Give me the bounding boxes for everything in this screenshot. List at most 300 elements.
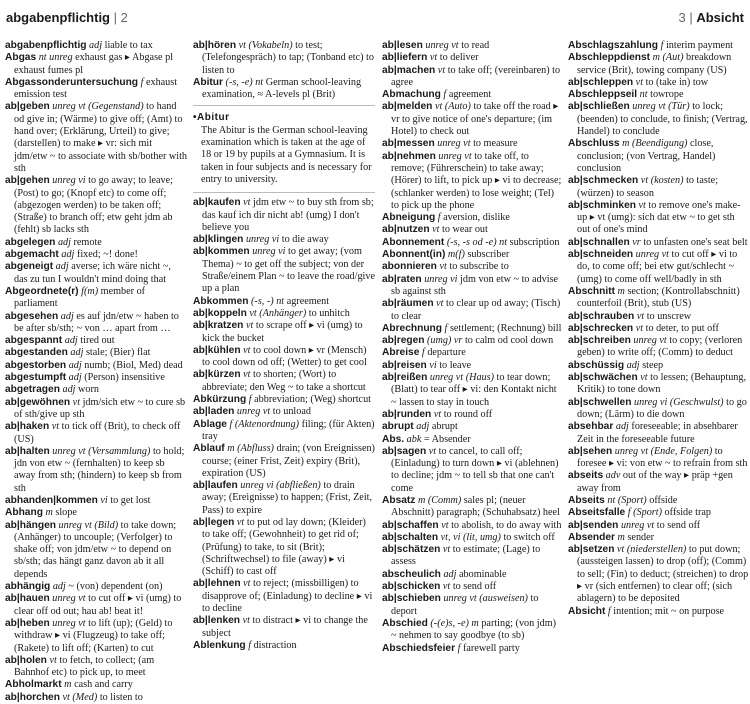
dictionary-entry (382, 101, 564, 138)
dictionary-entry (5, 384, 187, 396)
entry-definition: to cancel, to call off; (Einladung) to turn down ▸ vi (ablehnen) to decline; jdm ~ to tell sb that one can't come (391, 445, 559, 494)
entry-headword: ab|schneiden (568, 249, 634, 261)
entry-grammar: m (Beendigung) (622, 138, 688, 150)
entry-grammar: adj (416, 421, 430, 433)
dictionary-entry (382, 569, 564, 581)
entry-grammar: adj (55, 261, 69, 273)
dictionary-entry (568, 335, 750, 360)
entry-grammar: adj (52, 581, 66, 593)
entry-grammar: vt (433, 408, 442, 420)
entry-definition: subscription (509, 236, 560, 248)
entry-headword: ab|schätzen (382, 544, 441, 556)
entry-definition: jdm von etw ~ to advise sb against sth (391, 273, 559, 297)
entry-grammar: unreg vi (abfließen) (240, 480, 321, 492)
entry-headword: ab|kürzen (193, 369, 241, 381)
dictionary-entry (382, 520, 564, 532)
dictionary-entry (568, 372, 750, 397)
dictionary-entry (382, 581, 564, 593)
entry-grammar: adj (62, 384, 76, 396)
entry-headword: ab|kommen (193, 246, 250, 258)
entry-grammar: vt, vi (lit, umg) (440, 531, 501, 543)
entry-definition: drain; (von Ereignissen) course; (einer Frist, Zeit) expiry (Brit), expiration (US) (202, 443, 375, 479)
entry-headword: ab|runden (382, 408, 432, 420)
entry-headword: ab|kratzen (193, 320, 244, 332)
entry-definition: to listen to (99, 691, 143, 703)
entry-grammar: unreg vt (Bild) (58, 519, 119, 531)
entry-grammar: m (617, 285, 625, 297)
entry-definition: close, conclusion; (von Vertrag, Handel) conclusion (577, 138, 716, 174)
entry-definition: remote (73, 236, 102, 248)
entry-grammar: (-(e)s, -e) m (430, 617, 479, 629)
dictionary-entry (5, 593, 187, 618)
entry-grammar: f (Aktenordnung) (229, 418, 300, 430)
dictionary-entry (382, 643, 564, 655)
dictionary-entry (193, 345, 375, 370)
entry-definition: to clear up od away; (Tisch) to clear (391, 298, 561, 322)
entry-grammar: f (607, 605, 611, 617)
dictionary-entry (568, 446, 750, 471)
dictionary-entry (5, 618, 187, 655)
entry-headword: Abschluss (568, 138, 620, 150)
dictionary-entry (568, 323, 750, 335)
dictionary-entry (5, 335, 187, 347)
entry-headword: ab|holen (5, 654, 47, 666)
entry-headword: ab|legen (193, 516, 235, 528)
entry-grammar: vt (243, 344, 251, 356)
dictionary-entry (568, 507, 750, 519)
column-1 (5, 40, 188, 703)
dictionary-entry (568, 360, 750, 372)
dictionary-entry (193, 77, 375, 102)
entry-definition: breakdown service (Brit), towing company (US) (577, 52, 732, 76)
entry-headword: ab|lesen (382, 40, 423, 51)
entry-headword: ab|regen (382, 335, 425, 347)
entry-definition: fixed; ~! done! (76, 249, 138, 261)
dictionary-entry (5, 372, 187, 384)
entry-grammar: nt (Sport) (607, 494, 647, 506)
entry-grammar: (umg) vr (427, 335, 463, 347)
entry-definition: to leave (439, 359, 472, 371)
page-header (0, 10, 750, 28)
entry-grammar: vi (429, 359, 437, 371)
entry-headword: ab|nehmen (382, 150, 436, 162)
entry-grammar: m (Aut) (652, 52, 684, 64)
entry-grammar: vt (Med) (62, 691, 98, 703)
entry-definition: sender (627, 531, 655, 543)
dictionary-entry (568, 175, 750, 200)
dictionary-entry (193, 296, 375, 308)
entry-headword: ab|melden (382, 101, 433, 113)
entry-definition: to put od lay down; (Kleider) to take off; (Gewohnheit) to get rid of; (Prüfung) to take, to sit (Brit); (Schriftwechsel) to file (away) ▸ vi (Schiff) to cast off (202, 516, 366, 578)
entry-definition: to tick off (Brit), to check off (US) (14, 421, 181, 445)
entry-definition: to read (461, 40, 490, 51)
dictionary-entry (382, 274, 564, 299)
entry-headword: ab|heben (5, 617, 50, 629)
entry-grammar: vt (Vokabeln) (238, 40, 293, 51)
entry-definition: to die away (281, 234, 329, 246)
entry-grammar: vt (49, 654, 57, 666)
entry-definition: jdm/sich etw ~ to cure sb of sth/give up sth (14, 396, 186, 420)
left-headword: abgabenpflichtig (6, 10, 110, 25)
entry-headword: ab|hauen (5, 593, 50, 605)
entry-definition: to unload (272, 406, 311, 418)
entry-headword: ab|reißen (382, 372, 428, 384)
right-running-head: 3 | Absicht (678, 10, 744, 25)
entry-headword: Abs. (382, 433, 405, 445)
entry-definition: tired out (80, 335, 115, 347)
entry-headword: ab|räumen (382, 298, 434, 310)
entry-headword: ab|sagen (382, 445, 427, 457)
dictionary-entry (382, 151, 564, 212)
entry-headword: Ablage (193, 418, 227, 430)
column-2-bottom (193, 197, 375, 652)
entry-headword: abgesehen (5, 310, 59, 322)
dictionary-entry (382, 249, 564, 261)
entry-grammar: vt (437, 64, 446, 76)
info-box-text: The Abitur is the German school-leaving examination which is taken at the age of 18 or 19 by pupils at a Gymnasium. It is taken in four subjects and is necessary for entry to university. (201, 124, 372, 185)
dictionary-entry (382, 212, 564, 224)
entry-grammar: f (Sport) (627, 507, 662, 519)
entry-definition: parting; (von jdm) ~ nehmen to say goodbye (to sb) (391, 617, 557, 642)
entry-grammar: unreg vt (52, 617, 86, 629)
entry-definition: to taste; (würzen) to season (577, 175, 719, 199)
entry-headword: abgestumpft (5, 372, 67, 384)
entry-grammar: unreg vt (633, 335, 667, 347)
dictionary-entry (382, 224, 564, 236)
entry-grammar: m (Abfluss) (227, 443, 274, 455)
entry-headword: ab|laufen (193, 480, 238, 492)
entry-grammar: vt (636, 310, 645, 322)
entry-grammar: vt (243, 197, 251, 209)
dictionary-entry (382, 323, 564, 335)
entry-definition: = Absender (423, 433, 471, 445)
dictionary-entry (382, 335, 564, 347)
entry-grammar: vt (242, 615, 250, 627)
entry-headword: ab|horchen (5, 691, 60, 703)
entry-definition: to remove one's make-up ▸ vt (umg): sich dat etw ~ to get sth out of one's mind (577, 199, 741, 236)
dictionary-entry (382, 409, 564, 421)
entry-headword: ab|schieben (382, 593, 441, 605)
entry-grammar: unreg vi (424, 273, 458, 285)
dictionary-entry (568, 544, 750, 605)
dictionary-entry (568, 52, 750, 77)
dictionary-entry (382, 52, 564, 64)
entry-grammar: unreg vt (Haus) (429, 372, 494, 384)
entry-headword: ab|schließen (568, 101, 630, 113)
entry-headword: Abschied (382, 617, 428, 629)
dictionary-entry (382, 593, 564, 618)
entry-grammar: unreg vt (Gegenstand) (52, 101, 144, 113)
dictionary-entry (5, 77, 187, 102)
dictionary-entry (568, 495, 750, 507)
entry-headword: Abschleppdienst (568, 52, 651, 64)
dictionary-entry (382, 421, 564, 433)
entry-definition: settlement; (Rechnung) bill (449, 322, 562, 334)
entry-headword: abscheulich (382, 568, 441, 580)
entry-definition: to hand od give in; (Wärme) to give off; (Amt) to hand over; (Erklärung, Urteil) to give; (darstellen) to make ▸ vr: sich mit jdm/etw ~ to associate with sb/bother with sth (14, 101, 188, 174)
entry-headword: abgestanden (5, 347, 68, 359)
entry-headword: ab|kaufen (193, 197, 241, 209)
entry-grammar: adj (70, 347, 84, 359)
entry-grammar: m (617, 531, 625, 543)
entry-headword: abschüssig (568, 359, 625, 371)
entry-definition: to unhitch (308, 307, 350, 319)
dictionary-entry (193, 640, 375, 652)
dictionary-entry (5, 52, 187, 77)
entry-headword: ab|messen (382, 138, 435, 150)
entry-definition: to tear down; (Blatt) to tear off ▸ vi: den Kontakt nicht ~ lassen to stay in touch (391, 372, 557, 408)
entry-headword: ab|gewöhnen (5, 396, 71, 408)
dictionary-entry (382, 532, 564, 544)
entry-headword: Abschiedsfeier (382, 642, 456, 654)
dictionary-entry (382, 40, 564, 52)
entry-definition: intention; mit ~ on purpose (613, 605, 725, 617)
dictionary-entry (5, 286, 187, 311)
dictionary-entry (568, 200, 750, 237)
entry-definition: to go away; to leave; (Post) to go; (Knopf etc) to come off; (abgezogen werden) to be taken off; (Straße) to branch off; etw geht jdm ab (fehlt) sb lacks sth (14, 175, 174, 236)
dictionary-entry (193, 517, 375, 578)
entry-definition: aversion, dislike (443, 212, 510, 224)
entry-definition: section; (Kontrollabschnitt) counterfoil (Brit), stub (US) (577, 285, 740, 310)
entry-headword: ab|schwellen (568, 396, 632, 408)
entry-definition: to unscrew (646, 310, 692, 322)
entry-headword: Abschnitt (568, 285, 615, 297)
dictionary-entry (568, 397, 750, 422)
entry-definition: farewell party (462, 642, 520, 654)
entry-grammar: unreg vt (236, 406, 271, 418)
entry-definition: exhaust emission test (14, 76, 178, 101)
entry-headword: Abseitsfalle (568, 507, 626, 519)
dictionary-entry (382, 544, 564, 569)
entry-headword: ab|schleppen (568, 76, 634, 88)
entry-definition: to switch off (503, 531, 555, 543)
dictionary-entry (568, 606, 750, 618)
entry-definition: to lessen; (Behauptung, Kritik) to tone down (577, 372, 747, 396)
entry-headword: ab|hängen (5, 519, 56, 531)
dictionary-entry (568, 77, 750, 89)
entry-grammar: vi (100, 494, 108, 506)
dictionary-entry (5, 40, 187, 52)
dictionary-entry (193, 320, 375, 345)
entry-headword: ab|schmecken (568, 175, 639, 187)
info-box-title: • Abitur (193, 112, 375, 124)
entry-grammar: unreg vt (Versammlung) (52, 445, 151, 457)
dictionary-entry (5, 397, 187, 422)
entry-definition: cash and carry (74, 679, 133, 691)
right-headword: Absicht (696, 10, 744, 25)
entry-definition: to (take in) tow (645, 76, 709, 88)
dictionary-entry (193, 369, 375, 394)
entry-headword: Abitur (193, 76, 223, 88)
dictionary-entry (568, 520, 750, 532)
entry-grammar: adj (443, 568, 457, 580)
entry-headword: ab|schicken (382, 581, 441, 593)
entry-definition: to cut off ▸ vi to do, to come off; bei etw gut/schlecht ~ (umg) to come off well/badly in sth (577, 249, 738, 285)
dictionary-entry (5, 237, 187, 249)
entry-headword: ab|sehen (568, 445, 613, 457)
entry-definition: to calm od cool down (464, 335, 554, 347)
dictionary-entry (193, 394, 375, 406)
entry-grammar: vt (236, 516, 245, 528)
entry-definition: slope (55, 507, 77, 519)
entry-headword: ab|schminken (568, 199, 636, 211)
entry-grammar: unreg vi (252, 246, 286, 258)
entry-headword: ab|klingen (193, 234, 244, 246)
entry-headword: ab|hören (193, 40, 237, 51)
entry-headword: absehbar (568, 421, 614, 433)
entry-definition: to shorten; (Wort) to abbreviate; den Weg ~ to take a shortcut (202, 369, 366, 393)
entry-headword: Abschlagszahlung (568, 40, 659, 51)
dictionary-entry (382, 372, 564, 409)
entry-grammar: (-s, -e) nt (225, 76, 264, 88)
entry-grammar: vt (Anhänger) (249, 307, 307, 319)
entry-headword: ab|geben (5, 101, 50, 113)
entry-grammar: vt (436, 298, 444, 310)
column-2-top (193, 40, 375, 101)
entry-headword: ab|lehnen (193, 578, 241, 590)
entry-grammar: adj (615, 421, 629, 433)
dictionary-entry (193, 578, 375, 615)
entry-definition: towrope (650, 89, 684, 101)
entry-definition: to deport (391, 593, 539, 617)
entry-grammar: vt (428, 445, 437, 457)
entry-headword: abonnieren (382, 261, 437, 273)
entry-grammar: unreg vi (245, 234, 280, 246)
entry-grammar: f(m) (81, 285, 99, 297)
dictionary-entry (5, 261, 187, 286)
dictionary-entry (568, 286, 750, 311)
entry-definition: to lock; (beenden) to conclude, to finish; (Vertrag, Handel) to conclude (577, 101, 748, 138)
entry-definition: abrupt (431, 421, 458, 433)
entry-definition: to abolish, to do away with (451, 519, 562, 531)
entry-headword: Abrechnung (382, 322, 442, 334)
entry-definition: to hold; jdn von etw ~ (fernhalten) to keep sb away from sth; (hindern) to keep sb from sth (14, 445, 185, 494)
dictionary-entry (382, 237, 564, 249)
dictionary-entry (193, 406, 375, 418)
dictionary-entry (382, 298, 564, 323)
entry-grammar: vt (439, 261, 447, 273)
entry-headword: ab|schrecken (568, 322, 634, 334)
entry-definition: (Person) insensitive (84, 372, 165, 384)
dictionary-entry (5, 495, 187, 507)
entry-definition: exhaust gas ▸ Abgase pl exhaust fumes pl (14, 52, 174, 76)
entry-headword: ab|schrauben (568, 310, 635, 322)
entry-headword: ab|lenken (193, 615, 241, 627)
entry-headword: ab|reisen (382, 359, 427, 371)
entry-grammar: vr (632, 236, 641, 248)
entry-headword: abgeneigt (5, 261, 54, 273)
entry-grammar: vt (243, 578, 251, 590)
entry-definition: to wear out (442, 224, 488, 236)
dictionary-entry (382, 360, 564, 372)
column-4 (568, 40, 750, 617)
entry-definition: averse; ich wäre nicht ~, das zu tun I wouldn't mind doing that (14, 261, 171, 285)
entry-headword: Abseits (568, 494, 605, 506)
dictionary-entry (568, 311, 750, 323)
entry-definition: offside (649, 494, 678, 506)
dictionary-entry (568, 421, 750, 446)
dictionary-entry (5, 520, 187, 581)
entry-headword: Abgeordnete(r) (5, 285, 79, 297)
entry-grammar: f (443, 89, 447, 101)
dictionary-entry (382, 495, 564, 520)
entry-definition: to take off the road ▸ vr to give notice of one's departure; (im Hotel) to check out (391, 101, 559, 138)
entry-definition: to unfasten one's seat belt (643, 236, 748, 248)
entry-definition: subscriber (467, 249, 510, 261)
entry-definition: to go down; (Lärm) to die down (577, 396, 747, 420)
entry-headword: Ablenkung (193, 639, 246, 651)
dictionary-entry (568, 138, 750, 175)
entry-grammar: adj (57, 236, 71, 248)
entry-headword: Abonnement (382, 236, 445, 248)
entry-grammar: (-s, -) nt (251, 295, 285, 307)
entry-grammar: nt unreg (38, 52, 73, 64)
entry-headword: ab|schreiben (568, 335, 631, 347)
entry-definition: to get away; (vom Thema) ~ to get off the subject; von der Straße/einem Plan ~ to leave the road/give up a plan (202, 246, 375, 295)
entry-grammar: vt (243, 369, 251, 381)
entry-headword: ab|halten (5, 445, 50, 457)
entry-grammar: vt (51, 421, 60, 433)
entry-grammar: unreg vt (ausweisen) (443, 593, 528, 605)
entry-grammar: nt (639, 89, 648, 101)
entry-grammar: adj (626, 359, 640, 371)
entry-grammar: vt (Auto) (434, 101, 471, 113)
entry-definition: to subscribe to (449, 261, 509, 273)
entry-grammar: unreg vi (Geschwulst) (633, 396, 724, 408)
entry-grammar: f (140, 76, 144, 88)
entry-headword: Absatz (382, 494, 416, 506)
entry-definition: abominable (459, 568, 507, 580)
entry-headword: Abhang (5, 507, 43, 519)
dictionary-entry (5, 692, 187, 704)
entry-definition: jdm etw ~ to buy sth from sb; das kauf ich dir nicht ab! (umg) I don't believe you (202, 197, 374, 233)
entry-grammar: adj (60, 310, 74, 322)
dictionary-entry (568, 237, 750, 249)
entry-definition: numb; (Biol, Med) dead (84, 359, 183, 371)
entry-grammar: vt (635, 76, 644, 88)
entry-headword: abgestorben (5, 359, 67, 371)
entry-grammar: m (64, 679, 72, 691)
entry-definition: to deliver (439, 52, 479, 64)
entry-definition: to fetch, to collect; (am Bahnhof etc) to pick up, to meet (14, 654, 155, 679)
entry-definition: interim payment (665, 40, 734, 51)
dictionary-entry (193, 197, 375, 234)
entry-headword: ab|schwächen (568, 372, 638, 384)
dictionary-entry (193, 480, 375, 517)
entry-headword: abgelegen (5, 236, 56, 248)
entry-headword: ab|kühlen (193, 344, 241, 356)
entry-definition: agreement (448, 89, 492, 101)
entry-definition: liable to tax (104, 40, 153, 51)
entry-grammar: vt (245, 320, 254, 332)
entry-definition: to reject; (missbilligen) to disapprove of; (Einladung) to decline ▸ vi to decline (202, 578, 373, 615)
entry-headword: ab|koppeln (193, 307, 247, 319)
entry-grammar: f (660, 40, 664, 51)
entry-headword: ab|raten (382, 273, 422, 285)
entry-grammar: unreg vt (Ende, Folgen) (614, 445, 713, 457)
entry-headword: abhängig (5, 581, 51, 593)
entry-grammar: adj (64, 335, 78, 347)
entry-grammar: abk (406, 433, 422, 445)
entry-definition: foreseeable; in absehbarer Zeit in the foreseeable future (577, 421, 738, 445)
dictionary-entry (382, 347, 564, 359)
entry-definition: to take off, to remove; (Führerschein) to take away; (Hörer) to lift, to pick up ▸ vi to decrease; (schlanker werden) to lose weight; (Tel) to pick up the phone (391, 150, 562, 211)
entry-headword: Abgas (5, 52, 37, 64)
dictionary-entry (5, 249, 187, 261)
dictionary-entry (382, 434, 564, 446)
dictionary-entry (568, 532, 750, 544)
dictionary-entry (5, 347, 187, 359)
